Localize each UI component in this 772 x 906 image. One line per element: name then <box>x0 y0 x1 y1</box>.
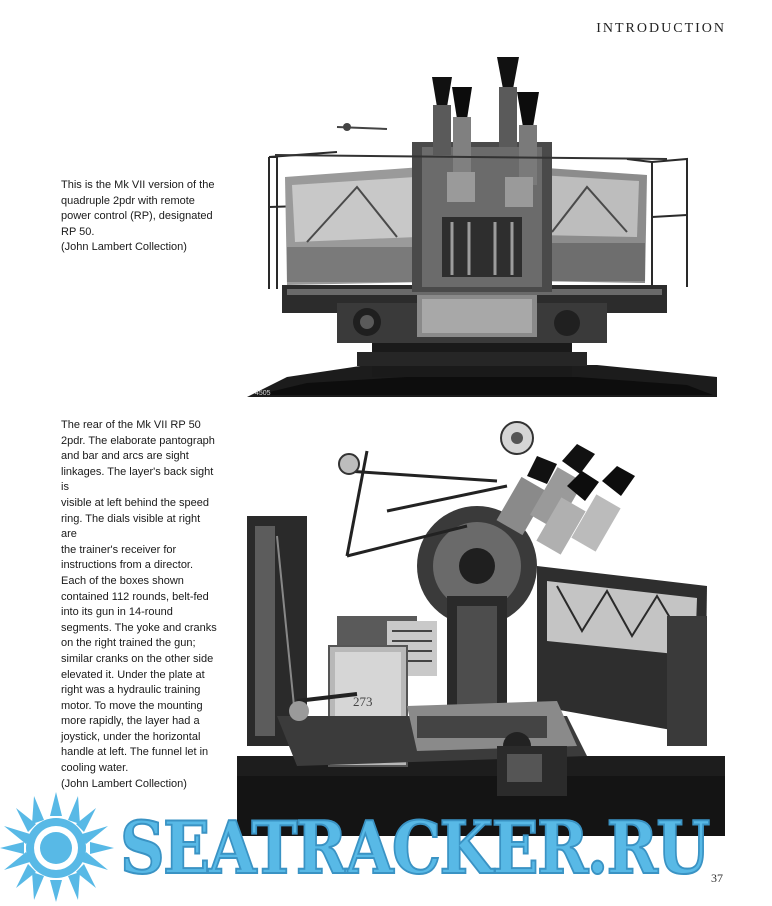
caption-line: segments. The yoke and cranks <box>61 621 217 634</box>
caption-line: on the right trained the gun; <box>61 637 196 650</box>
caption-line: instructions from a director. <box>61 559 194 572</box>
photo-negative-number: 4505 <box>255 390 271 397</box>
caption-line: power control (RP), designated <box>61 210 213 223</box>
caption-line: cooling water. <box>61 762 129 775</box>
caption-line: elevated it. Under the plate at <box>61 668 205 681</box>
caption-line: and bar and arcs are sight <box>61 450 189 463</box>
caption-line: into its gun in 14-round <box>61 606 173 619</box>
page-number: 37 <box>711 871 723 885</box>
caption-line: motor. To move the mounting <box>61 699 203 712</box>
caption-line: This is the Mk VII version of the <box>61 179 215 191</box>
caption-line: handle at left. The funnel let in <box>61 746 209 759</box>
caption-line: joystick, under the horizontal <box>61 730 201 743</box>
caption-line: 2pdr. The elaborate pantograph <box>61 434 215 447</box>
caption-line: right was a hydraulic training <box>61 684 201 697</box>
caption-credit: (John Lambert Collection) <box>61 241 187 254</box>
caption-line: more rapidly, the layer had a <box>61 715 200 728</box>
caption-line: similar cranks on the other side <box>61 652 214 665</box>
watermark-text: SEATRACKER.RU <box>120 805 709 890</box>
caption-line: Each of the boxes shown <box>61 574 184 587</box>
caption-line: quadruple 2pdr with remote <box>61 194 195 207</box>
caption-line: linkages. The layer's back sight is <box>61 465 214 494</box>
caption-line: visible at left behind the speed <box>61 496 209 509</box>
caption-line: RP 50. <box>61 225 95 238</box>
watermark-sun-icon <box>0 790 118 902</box>
caption-line: The rear of the Mk VII RP 50 <box>61 419 201 431</box>
caption-credit: (John Lambert Collection) <box>61 777 187 790</box>
running-header: INTRODUCTION <box>596 21 726 36</box>
caption-line: the trainer's receiver for <box>61 543 177 556</box>
caption-top <box>61 178 219 256</box>
photo-gun-mount-front <box>247 47 717 397</box>
caption-line: ring. The dials visible at right are <box>61 512 201 541</box>
photo-gun-mount-rear <box>237 416 725 836</box>
caption-line: contained 112 rounds, belt-fed <box>61 590 209 603</box>
caption-bottom <box>61 418 219 792</box>
photo-box-number: 273 <box>353 694 373 709</box>
